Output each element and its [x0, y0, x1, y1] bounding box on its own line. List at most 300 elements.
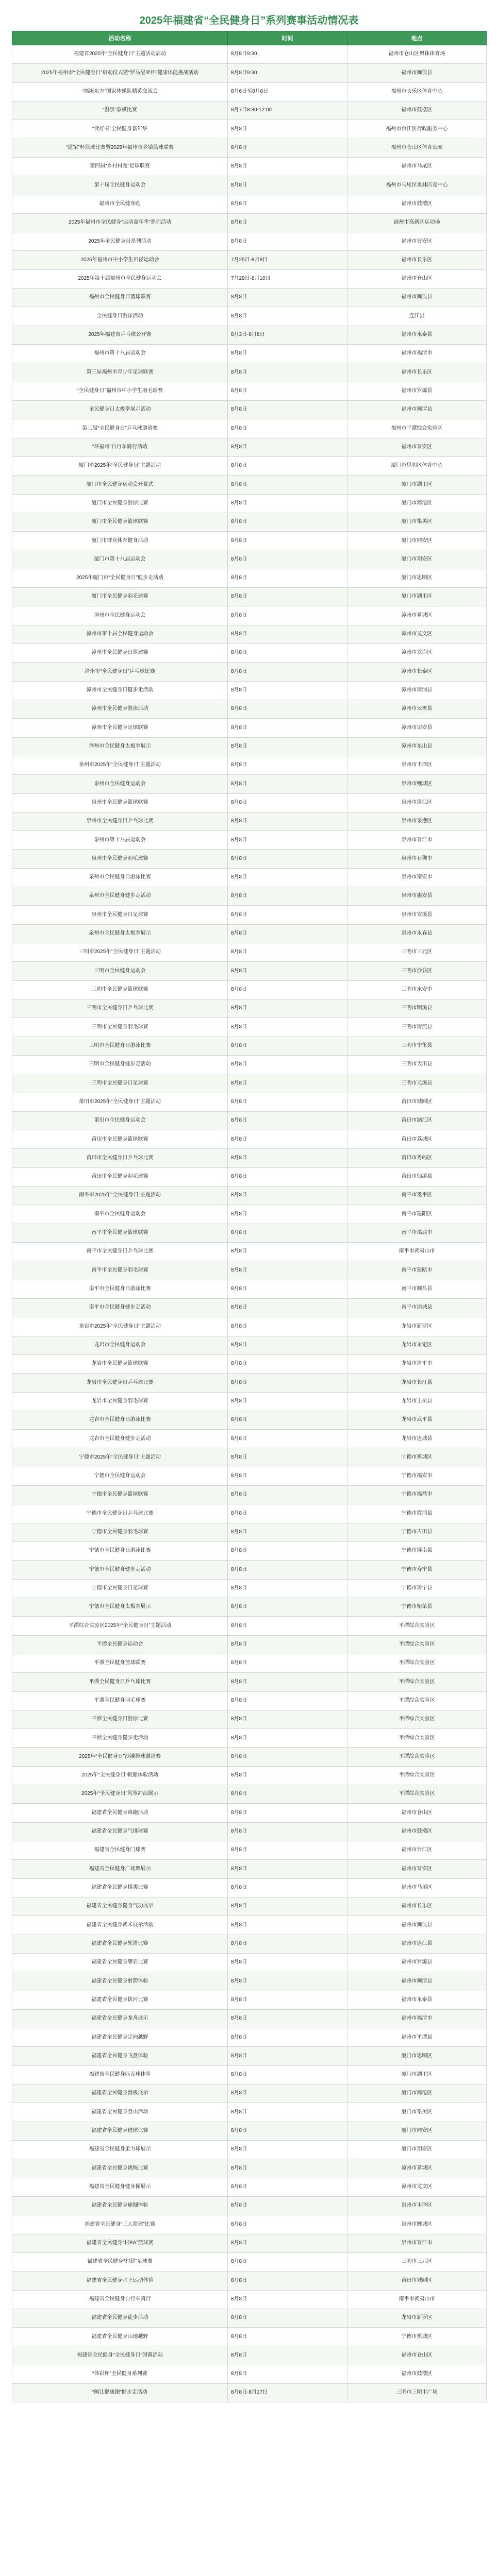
activity-name-cell: 泉州市第十八届运动会 [12, 831, 228, 850]
location-cell: 龙岩市新罗区 [347, 1317, 487, 1336]
location-cell: 三明市三明市广场 [347, 2384, 487, 2402]
activity-name-cell: “道馆”杯篮球比赛暨2025年福州市乡镇篮球联赛 [12, 139, 228, 157]
table-row [12, 494, 487, 513]
activity-name-cell: 平潭全民健身篮球联赛 [12, 1654, 228, 1672]
activity-name-cell: “闽江健康跑”健步走活动 [12, 2384, 228, 2402]
table-row [12, 1074, 487, 1093]
table-row [12, 363, 487, 382]
table-row [12, 2047, 487, 2065]
table-row [12, 887, 487, 906]
activity-name-cell: “福爆东方”国家体操队精英交流会 [12, 82, 228, 101]
location-cell: 福州市高新区运动场 [347, 213, 487, 232]
table-row [12, 1354, 487, 1373]
location-cell: 三明市三元区 [347, 943, 487, 962]
location-cell: 平潭综合实验区 [347, 1654, 487, 1672]
table-row [12, 1243, 487, 1261]
table-row [12, 700, 487, 718]
time-cell: 8月8日 [228, 1654, 347, 1672]
table-row [12, 289, 487, 307]
location-cell: 福州市马尾区 [347, 157, 487, 176]
table-row [12, 1953, 487, 1972]
table-row [12, 2365, 487, 2383]
time-cell: 8月8日 [228, 1860, 347, 1878]
activity-name-cell: 福建省全民健身健身操展示 [12, 2178, 228, 2196]
table-row [12, 1729, 487, 1748]
activity-name-cell: 福建省全民健身棋类比赛 [12, 1878, 228, 1897]
activity-name-cell: 福建省全民健身武术展示活动 [12, 1916, 228, 1935]
location-cell: 福州市闽侯县 [347, 64, 487, 82]
time-cell: 8月8日 [228, 756, 347, 774]
activity-name-cell: 福建省全民健身跳绳比赛 [12, 2159, 228, 2178]
activity-name-cell: 厦门市全民健身游泳比赛 [12, 494, 228, 513]
location-cell: 厦门市思明区体育中心 [347, 456, 487, 475]
activity-name-cell: 福建省全民健身徒步活动 [12, 2309, 228, 2327]
location-cell: 莆田市涵江区 [347, 1111, 487, 1130]
time-cell: 8月8日 [228, 644, 347, 663]
location-cell: 福州市平潭综合实验区 [347, 419, 487, 438]
activity-name-cell: 2025年“全民健身日”帆船体验活动 [12, 1766, 228, 1785]
table-row [12, 532, 487, 550]
table-row [12, 251, 487, 269]
activity-name-cell: 龙岩市全民健身运动会 [12, 1336, 228, 1354]
time-cell: 8月8日 [228, 1579, 347, 1598]
table-row [12, 45, 487, 64]
location-cell: 福州市闽侯县 [347, 289, 487, 307]
activity-name-cell: 福建省全民健身拔河比赛 [12, 1991, 228, 2009]
activity-name-cell: 第三届福州市青少年足球联赛 [12, 363, 228, 382]
location-cell: 三明市明溪县 [347, 999, 487, 1018]
location-cell: 厦门市集美区 [347, 2103, 487, 2122]
location-cell: 福州市平潭县 [347, 2028, 487, 2047]
location-cell: 宁德市柘荣县 [347, 1598, 487, 1616]
activity-name-cell: 2025年福州市全民健身“运动嘉年华”系列活动 [12, 213, 228, 232]
activity-name-cell: 龙岩市全民健身篮球联赛 [12, 1354, 228, 1373]
location-cell: 泉州市鲤城区 [347, 775, 487, 793]
time-cell: 8月8日 [228, 1748, 347, 1766]
activity-name-cell: 福建省全民健身龙舟展示 [12, 2009, 228, 2028]
table-row [12, 1374, 487, 1392]
activity-name-cell: 泉州市全民健身日乒乓球比赛 [12, 812, 228, 831]
table-row [12, 2234, 487, 2252]
activity-name-cell: 厦门市群众体育健身活动 [12, 532, 228, 550]
table-row [12, 625, 487, 643]
table-row [12, 1392, 487, 1411]
time-cell: 8月8日9:30 [228, 45, 347, 64]
activity-name-cell: 2025年第十届福州市全民健身运动会 [12, 269, 228, 288]
time-cell: 8月8日 [228, 1261, 347, 1280]
table-row [12, 681, 487, 700]
time-cell: 8月8日9:30 [228, 64, 347, 82]
location-cell: 厦门市思明区 [347, 569, 487, 587]
table-row [12, 1055, 487, 1074]
time-cell: 8月8日 [228, 176, 347, 195]
activity-name-cell: 泉州市全民健身健步走活动 [12, 887, 228, 906]
time-cell: 8月8日 [228, 793, 347, 812]
location-cell: 连江县 [347, 307, 487, 326]
table-row [12, 1542, 487, 1561]
time-cell: 8月8日 [228, 1336, 347, 1354]
activity-name-cell: 莆田市全民健身羽毛球赛 [12, 1167, 228, 1186]
table-row [12, 2196, 487, 2215]
time-cell: 8月8日 [228, 139, 347, 157]
location-cell: 福州市仓山区 [347, 1804, 487, 1822]
activity-name-cell: 福建省全民健身自行车骑行 [12, 2290, 228, 2309]
table-row [12, 569, 487, 587]
location-cell: 福州市仓山区奥体体育场 [347, 45, 487, 64]
table-row [12, 1635, 487, 1654]
time-cell: 8月8日 [228, 1392, 347, 1411]
time-cell: 8月8日 [228, 1411, 347, 1429]
activity-name-cell: 福建省全民健身攀岩比赛 [12, 1953, 228, 1972]
time-cell: 8月8日 [228, 569, 347, 587]
location-cell: 泉州市晋江市 [347, 2234, 487, 2252]
table-row [12, 1130, 487, 1149]
time-cell: 8月8日 [228, 1617, 347, 1635]
time-cell: 8月8日 [228, 1374, 347, 1392]
activity-name-cell: 福建省全民健身“村BA”篮球赛 [12, 2234, 228, 2252]
time-cell: 8月8日 [228, 1897, 347, 1916]
activity-name-cell: 平潭综合实验区2025年“全民健身日”主题活动 [12, 1617, 228, 1635]
table-row [12, 157, 487, 176]
location-cell: 漳州市龙文区 [347, 2178, 487, 2196]
time-cell: 8月8日 [228, 345, 347, 363]
activity-name-cell: 2025年“全民健身日”风筝冲浪展示 [12, 1785, 228, 1804]
table-row [12, 2065, 487, 2084]
activity-name-cell: 2025年福州市中小学生田径运动会 [12, 251, 228, 269]
table-row [12, 1991, 487, 2009]
location-cell: 宁德市古田县 [347, 1523, 487, 1541]
activity-name-cell: 宁德市2025年“全民健身日”主题活动 [12, 1448, 228, 1467]
activity-name-cell: 福建省全民健身匹克球体验 [12, 2065, 228, 2084]
time-cell: 8月8日 [228, 1561, 347, 1579]
table-row [12, 176, 487, 195]
table-row [12, 1972, 487, 1991]
activity-name-cell: 福州市全民健身跑 [12, 195, 228, 213]
table-row [12, 793, 487, 812]
activity-name-cell: 泉州市全民健身日游泳比赛 [12, 868, 228, 887]
time-cell: 8月8日 [228, 1280, 347, 1298]
time-cell: 8月8日 [228, 606, 347, 625]
location-cell: 平潭综合实验区 [347, 1617, 487, 1635]
location-cell: 漳州市诏安县 [347, 719, 487, 737]
table-row [12, 1093, 487, 1111]
activity-name-cell: 漳州市全民健身足球联赛 [12, 719, 228, 737]
table-row [12, 438, 487, 456]
activity-name-cell: 第十届全民健身运动会 [12, 176, 228, 195]
table-row [12, 1467, 487, 1485]
activity-name-cell: 福建省全民健身广场舞展示 [12, 1860, 228, 1878]
activity-name-cell: 泉州市全民健身太极拳展示 [12, 924, 228, 943]
table-row [12, 419, 487, 438]
time-cell: 8月6日至8月8日 [228, 82, 347, 101]
time-cell: 8月8日 [228, 1430, 347, 1448]
time-cell: 8月8日 [228, 906, 347, 924]
activity-name-cell: 福建省全民健身定向越野 [12, 2028, 228, 2047]
time-cell: 8月7日8:30-12:00 [228, 101, 347, 120]
time-cell: 8月8日 [228, 2141, 347, 2159]
time-cell: 8月8日 [228, 2103, 347, 2122]
time-cell: 8月8日 [228, 999, 347, 1018]
location-cell: 福州市仓山区 [347, 2346, 487, 2365]
table-row [12, 400, 487, 419]
location-cell: 漳州市漳浦县 [347, 681, 487, 700]
time-cell: 8月8日 [228, 775, 347, 793]
location-cell: 三明市宁化县 [347, 1037, 487, 1055]
time-cell: 8月8日 [228, 625, 347, 643]
location-cell: 福州市马尾区 [347, 1878, 487, 1897]
location-cell: 漳州市东山县 [347, 737, 487, 756]
table-row [12, 1411, 487, 1429]
activity-name-cell: 第三届“全民健身日”乒乓球邀请赛 [12, 419, 228, 438]
time-cell: 8月8日 [228, 157, 347, 176]
table-row [12, 1205, 487, 1224]
time-cell: 8月8日 [228, 1130, 347, 1149]
time-cell: 8月8日 [228, 363, 347, 382]
table-row [12, 120, 487, 139]
location-cell: 三明市永安市 [347, 980, 487, 999]
table-row [12, 1841, 487, 1860]
activity-name-cell: 福州市第十八届运动会 [12, 345, 228, 363]
table-row [12, 1804, 487, 1822]
table-row [12, 2252, 487, 2271]
time-cell: 8月8日 [228, 1224, 347, 1242]
time-cell: 8月8日 [228, 1298, 347, 1317]
location-cell: 宁德市福鼎市 [347, 1486, 487, 1504]
activity-name-cell: 漳州市全民健身运动会 [12, 606, 228, 625]
table-row [12, 1916, 487, 1935]
time-cell: 8月8日 [228, 887, 347, 906]
time-cell: 8月8日 [228, 737, 347, 756]
table-row [12, 1561, 487, 1579]
activity-name-cell: 福建省全民健身轮滑比赛 [12, 1935, 228, 1953]
table-row [12, 1298, 487, 1317]
time-cell: 8月8日 [228, 962, 347, 980]
activity-name-cell: 南平市全民健身篮球联赛 [12, 1224, 228, 1242]
location-cell: 泉州市鲤城区 [347, 2215, 487, 2234]
activity-name-cell: 三明市全民健身日足球赛 [12, 1074, 228, 1093]
table-row [12, 1486, 487, 1504]
activity-name-cell: 宁德市全民健身日乒乓球比赛 [12, 1504, 228, 1523]
location-cell: 泉州市南安市 [347, 868, 487, 887]
table-row [12, 1617, 487, 1635]
activity-name-cell: 厦门市第十八届运动会 [12, 550, 228, 569]
time-cell: 8月8日 [228, 2122, 347, 2140]
activity-name-cell: 南平市全民健身运动会 [12, 1205, 228, 1224]
activity-name-cell: 福建省全民健身柔力球展示 [12, 2141, 228, 2159]
time-cell: 8月8日 [228, 382, 347, 400]
table-row [12, 139, 487, 157]
table-row [12, 2028, 487, 2047]
time-cell: 8月8日 [228, 1635, 347, 1654]
table-row [12, 345, 487, 363]
table-row [12, 906, 487, 924]
table-row [12, 2084, 487, 2103]
activity-name-cell: 2025年福州市“全民健身日”启动仪式暨“罗马尼亚杯”健康体能挑战活动 [12, 64, 228, 82]
activity-name-cell: 福建省2025年“全民健身日”主题活动启动 [12, 45, 228, 64]
location-cell: 泉州市安溪县 [347, 906, 487, 924]
location-cell: 福州市仓山区体育公园 [347, 139, 487, 157]
table-row [12, 1504, 487, 1523]
location-cell: 漳州市长泰区 [347, 663, 487, 681]
activity-name-cell: 泉州市全民健身篮球联赛 [12, 793, 228, 812]
location-cell: 福州市罗源县 [347, 1953, 487, 1972]
table-row [12, 2328, 487, 2346]
time-cell: 8月8日 [228, 2309, 347, 2327]
activity-name-cell: 南平市全民健身日乒乓球比赛 [12, 1243, 228, 1261]
activity-name-cell: 2025年全民健身日系列活动 [12, 232, 228, 251]
time-cell: 8月8日 [228, 1504, 347, 1523]
location-cell: 福州市福清市 [347, 345, 487, 363]
activity-name-cell: 宁德市全民健身日游泳比赛 [12, 1542, 228, 1561]
location-cell: 三明市尤溪县 [347, 1074, 487, 1093]
location-cell: 泉州市泉港区 [347, 812, 487, 831]
time-cell: 8月8日 [228, 195, 347, 213]
time-cell: 8月8日 [228, 513, 347, 531]
location-cell: 南平市浦城县 [347, 1298, 487, 1317]
time-cell: 8月8日 [228, 2159, 347, 2178]
location-cell: 福州市晋安区 [347, 232, 487, 251]
table-row [12, 2122, 487, 2140]
activity-name-cell: 厦门市全民健身羽毛球赛 [12, 588, 228, 606]
location-cell: 平潭综合实验区 [347, 1766, 487, 1785]
table-row [12, 1018, 487, 1037]
table-body [12, 45, 487, 2402]
table-row [12, 1111, 487, 1130]
activity-name-cell: 三明市全民健身健步走活动 [12, 1055, 228, 1074]
time-cell: 8月8日 [228, 719, 347, 737]
location-cell: 福州市长乐区 [347, 363, 487, 382]
location-cell: 南平市延平区 [347, 1187, 487, 1205]
activity-name-cell: 南平市全民健身日游泳比赛 [12, 1280, 228, 1298]
activity-name-cell: “读好书”全民健身嘉年华 [12, 120, 228, 139]
time-cell: 8月8日 [228, 2084, 347, 2103]
time-cell: 8月8日 [228, 1167, 347, 1186]
location-cell: 漳州市芗城区 [347, 2159, 487, 2178]
location-cell: 龙岩市连城县 [347, 1430, 487, 1448]
time-cell: 8月8日 [228, 2234, 347, 2252]
table-row [12, 2309, 487, 2327]
table-row [12, 850, 487, 868]
location-cell: 宁德市屏南县 [347, 1542, 487, 1561]
table-row [12, 64, 487, 82]
time-cell: 8月8日 [228, 1243, 347, 1261]
time-cell: 8月8日 [228, 307, 347, 326]
time-cell: 8月8日 [228, 1354, 347, 1373]
activity-name-cell: 福建省全民健身“全民健身日”闭幕活动 [12, 2346, 228, 2365]
location-cell: 宁德市霞浦县 [347, 1504, 487, 1523]
activity-name-cell: 南平市全民健身健步走活动 [12, 1298, 228, 1317]
table-row [12, 1187, 487, 1205]
location-cell: 福州市台江区 [347, 1841, 487, 1860]
location-cell: 平潭综合实验区 [347, 1635, 487, 1654]
table-row [12, 1037, 487, 1055]
header-time: 时间 [228, 31, 347, 45]
location-cell: 莆田市城厢区 [347, 1093, 487, 1111]
time-cell: 8月8日 [228, 1710, 347, 1728]
location-cell: 泉州市丰泽区 [347, 756, 487, 774]
table-row [12, 1878, 487, 1897]
time-cell: 8月8日 [228, 550, 347, 569]
location-cell: 龙岩市长汀县 [347, 1374, 487, 1392]
table-row [12, 756, 487, 774]
location-cell: 福州市鼓楼区 [347, 195, 487, 213]
activity-name-cell: 平潭全民健身日游泳比赛 [12, 1710, 228, 1728]
time-cell: 8月8日 [228, 419, 347, 438]
time-cell: 8月8日 [228, 1542, 347, 1561]
table-row [12, 1448, 487, 1467]
time-cell: 8月8日 [228, 850, 347, 868]
time-cell: 8月8日 [228, 980, 347, 999]
location-cell: 福州市晋安区 [347, 438, 487, 456]
location-cell: 厦门市湖里区 [347, 2065, 487, 2084]
activity-name-cell: 宁德市全民健身健步走活动 [12, 1561, 228, 1579]
activity-name-cell: 三明市全民健身羽毛球赛 [12, 1018, 228, 1037]
location-cell: 宁德市周宁县 [347, 1579, 487, 1598]
table-row [12, 382, 487, 400]
activity-name-cell: 宁德市全民健身太极拳展示 [12, 1598, 228, 1616]
activity-name-cell: 平潭全民健身日乒乓球比赛 [12, 1673, 228, 1691]
table-row [12, 719, 487, 737]
table-row [12, 1748, 487, 1766]
activity-name-cell: 龙岩市全民健身日游泳比赛 [12, 1411, 228, 1429]
activity-name-cell: 宁德市全民健身篮球联赛 [12, 1486, 228, 1504]
activity-name-cell: 三明市全民健身日乒乓球比赛 [12, 999, 228, 1018]
table-row [12, 2346, 487, 2365]
activity-name-cell: 龙岩市全民健身羽毛球赛 [12, 1392, 228, 1411]
table-row [12, 2159, 487, 2178]
time-cell: 8月8日 [228, 1598, 347, 1616]
table-row [12, 2384, 487, 2402]
location-cell: 厦门市海沧区 [347, 494, 487, 513]
table-row [12, 868, 487, 887]
activity-name-cell: 福建省全民健身射箭体验 [12, 1972, 228, 1991]
time-cell: 8月8日 [228, 1448, 347, 1467]
activity-name-cell: 三明市全民健身篮球联赛 [12, 980, 228, 999]
table-row [12, 2141, 487, 2159]
location-cell: 福州市长乐区 [347, 1897, 487, 1916]
time-cell: 8月8日 [228, 588, 347, 606]
time-cell: 8月8日 [228, 213, 347, 232]
time-cell: 8月8日 [228, 1935, 347, 1953]
time-cell: 8月8日 [228, 2365, 347, 2383]
table-row [12, 513, 487, 531]
activity-name-cell: 三明市全民健身日游泳比赛 [12, 1037, 228, 1055]
location-cell: 南平市武夷山市 [347, 2290, 487, 2309]
table-row [12, 213, 487, 232]
activity-name-cell: 福建省全民健身门球赛 [12, 1841, 228, 1860]
time-cell: 8月8日 [228, 1037, 347, 1055]
table-row [12, 550, 487, 569]
location-cell: 福州市鼓楼区 [347, 101, 487, 120]
activity-name-cell: 南平市2025年“全民健身日”主题活动 [12, 1187, 228, 1205]
activity-name-cell: 漳州市全民健身游泳活动 [12, 700, 228, 718]
activity-name-cell: 福建省全民健身飞盘体验 [12, 2047, 228, 2065]
table-row [12, 663, 487, 681]
location-cell: 南平市邵武市 [347, 1224, 487, 1242]
location-cell: 宁德市寿宁县 [347, 1561, 487, 1579]
time-cell: 8月8日 [228, 1841, 347, 1860]
location-cell: 泉州市丰泽区 [347, 2196, 487, 2215]
location-cell: 福州市鼓楼区 [347, 1822, 487, 1841]
time-cell: 8月8日 [228, 1785, 347, 1804]
location-cell: 厦门市海沧区 [347, 2084, 487, 2103]
activity-name-cell: 福建省全民健身健身气功展示 [12, 1897, 228, 1916]
time-cell: 8月8日 [228, 1074, 347, 1093]
time-cell: 8月8日 [228, 1673, 347, 1691]
location-cell: 漳州市龙海区 [347, 644, 487, 663]
activity-name-cell: 全民健身日游泳活动 [12, 307, 228, 326]
activity-name-cell: 龙岩市全民健身健步走活动 [12, 1430, 228, 1448]
